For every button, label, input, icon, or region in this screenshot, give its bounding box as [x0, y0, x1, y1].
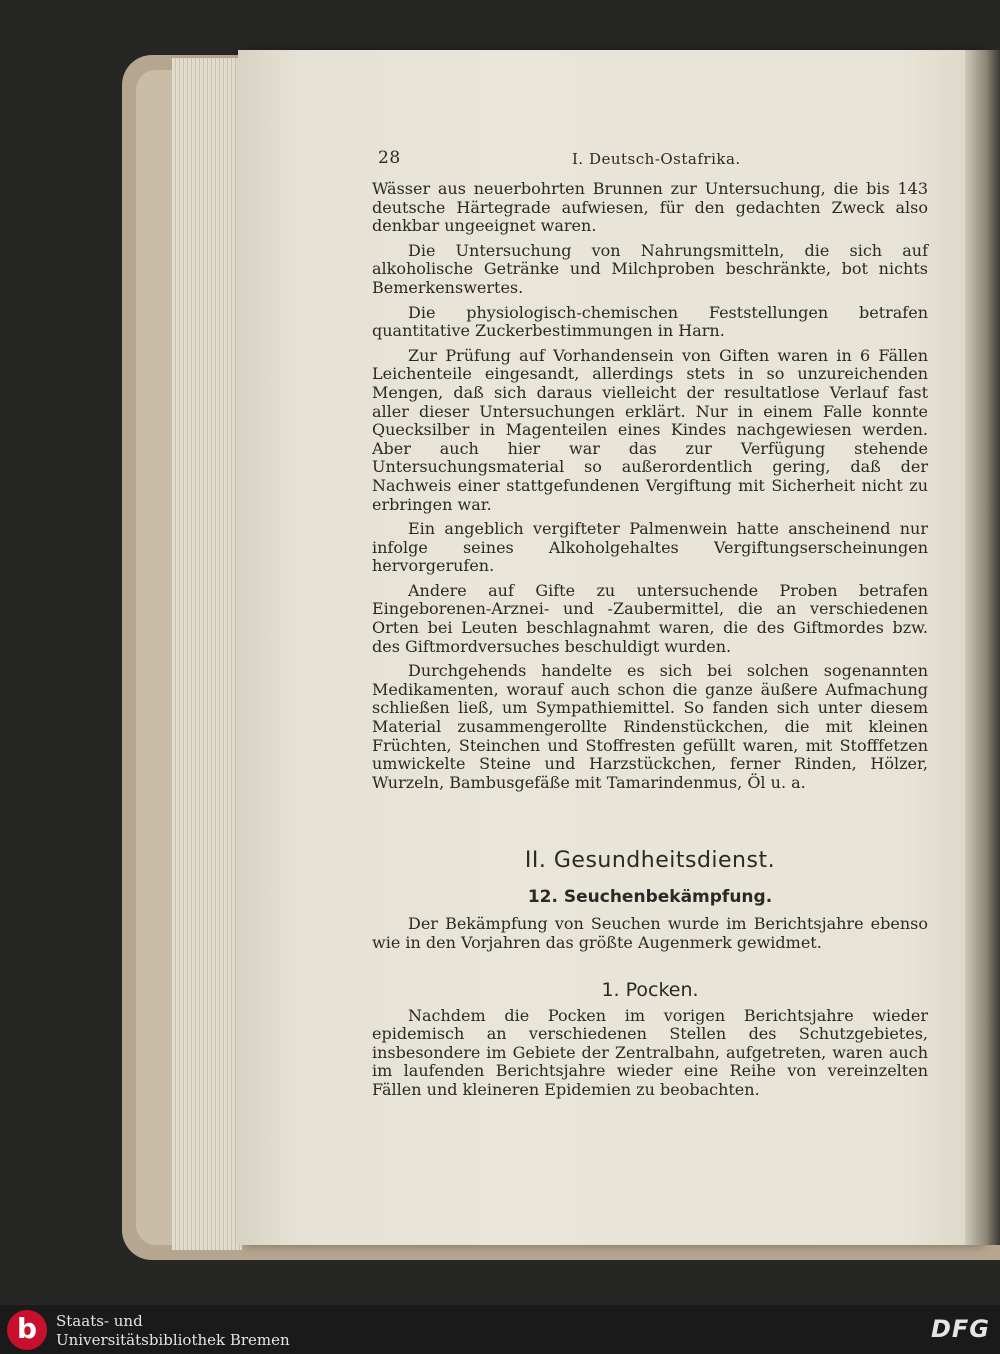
- page-edges: [172, 58, 242, 1250]
- library-logo-icon[interactable]: b: [7, 1310, 47, 1350]
- footer-bar: [0, 1305, 1000, 1354]
- library-name-line1[interactable]: Staats- und: [56, 1312, 143, 1330]
- paragraph-5: Ein angeblich vergifteter Palmenwein hatte anscheinend nur infolge seines Alkoholgehaltes Vergiftungserscheinungen hervorgerufen.: [372, 519, 928, 576]
- page-number: 28: [378, 148, 401, 168]
- paragraph-4: Zur Prüfung auf Vorhandensein von Giften waren in 6 Fällen Leichenteile eingesandt, allerdings stets in so unzureichenden Mengen, daß sich daraus vielleicht der resultatlose Verlauf fast aller dieser Untersuchungen erklärt. Nur in einem Falle konnte Quecksilber in Magenteilen eines Kindes nachgewiesen werden. Aber auch hier war das zur Verfügung stehende Untersuchungsmaterial so außerordentlich gering, daß der Nachweis einer stattgefundenen Vergiftung mit Sicherheit nicht zu erbringen war.: [372, 345, 928, 514]
- paragraph-7: Durchgehends handelte es sich bei solchen sogenannten Medikamenten, worauf auch schon die ganze äußere Aufmachung schließen ließ, um Sympathiemittel. So fanden sich unter diesem Material zusammengerollte Rindenstückchen, die mit kleinen Früchten, Steinchen und Stoffresten gefüllt waren, mit Stofffetzen umwickelte Steine und Harzstückchen, ferner Rinden, Hölzer, Wurzeln, Bambusgefäße mit Tamarindenmus, Öl u. a.: [372, 661, 928, 792]
- subsection-heading: 12. Seuchenbekämpfung.: [527, 887, 773, 908]
- page-gutter-shadow: [965, 50, 1000, 1245]
- paragraph-6: Andere auf Gifte zu untersuchende Proben betrafen Eingeborenen-Arznei- und -Zaubermittel, die an verschiedenen Orten bei Leuten beschlagnahmt waren, die des Giftmordes bzw. des Giftmordversuches beschuldigt wurden.: [372, 580, 928, 656]
- paragraph-2: Die Untersuchung von Nahrungsmitteln, die sich auf alkoholische Getränke und Milchproben beschränkte, bot nichts Bemerkenswertes.: [372, 240, 928, 297]
- paragraph-1: Wässer aus neuerbohrten Brunnen zur Untersuchung, die bis 143 deutsche Härtegrade aufwiesen, für den gedachten Zweck also denkbar ungeeignet waren.: [372, 179, 928, 236]
- running-title: I. Deutsch-Ostafrika.: [572, 150, 741, 168]
- subsection-paragraph: Der Bekämpfung von Seuchen wurde im Berichtsjahre ebenso wie in den Vorjahren das größte Augenmerk gewidmet.: [372, 914, 928, 952]
- dfg-logo[interactable]: DFG: [930, 1315, 990, 1343]
- paragraph-3: Die physiologisch-chemischen Feststellungen betrafen quantitative Zuckerbestimmungen in Harn.: [372, 302, 928, 341]
- library-name-line2[interactable]: Universitätsbibliothek Bremen: [56, 1331, 290, 1349]
- running-head: [372, 148, 928, 178]
- pocken-paragraph: Nachdem die Pocken im vorigen Berichtsjahre wieder epidemisch an verschiedenen Stellen des Schutzgebietes, insbesondere im Gebiete der Zentralbahn, aufgetreten, waren auch im laufenden Berichtsjahre wieder eine Reihe von vereinzelten Fällen und kleineren Epidemien zu beobachten.: [372, 1005, 928, 1099]
- pocken-heading: 1. Pocken.: [601, 978, 699, 1001]
- section-heading: II. Gesundheitsdienst.: [524, 848, 776, 874]
- page-content: [372, 148, 928, 1100]
